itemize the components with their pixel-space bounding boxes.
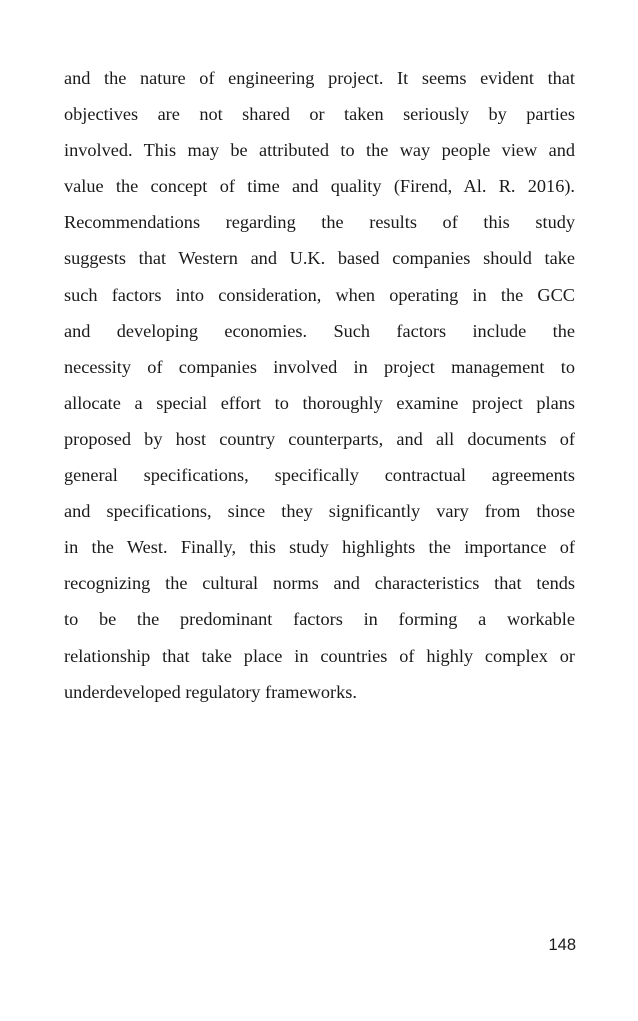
paragraph-line: suggests that Western and U.K. based companies should take [64, 248, 575, 269]
paragraph-line: allocate a special effort to thoroughly examine project plans [64, 392, 575, 413]
paragraph-line: and the nature of engineering project. It seems evident that [64, 68, 575, 88]
paragraph-line: relationship that take place in countries of highly complex or [64, 645, 575, 666]
paragraph-line: in the West. Finally, this study highlights the importance of [64, 537, 575, 558]
paragraph-line: underdeveloped regulatory frameworks. [64, 681, 357, 702]
paragraph-line: proposed by host country counterparts, and all documents of [64, 428, 575, 449]
paragraph-line: and specifications, since they significantly vary from those [64, 501, 575, 522]
paragraph-line: necessity of companies involved in project management to [64, 356, 575, 377]
paragraph-line: recognizing the cultural norms and characteristics that tends [64, 573, 575, 594]
body-paragraph [64, 63, 575, 713]
paragraph-line: value the concept of time and quality (Firend, Al. R. 2016). [64, 176, 575, 197]
paragraph-line: such factors into consideration, when operating in the GCC [64, 284, 575, 305]
page-number: 148 [548, 936, 576, 954]
paragraph-line: to be the predominant factors in forming a workable [64, 609, 575, 630]
paragraph-line: involved. This may be attributed to the way people view and [64, 140, 575, 161]
paragraph-line: Recommendations regarding the results of this study [64, 212, 575, 233]
paragraph-line: and developing economies. Such factors include the [64, 320, 575, 341]
paragraph-line: objectives are not shared or taken seriously by parties [64, 104, 575, 125]
paragraph-line: general specifications, specifically contractual agreements [64, 465, 575, 486]
